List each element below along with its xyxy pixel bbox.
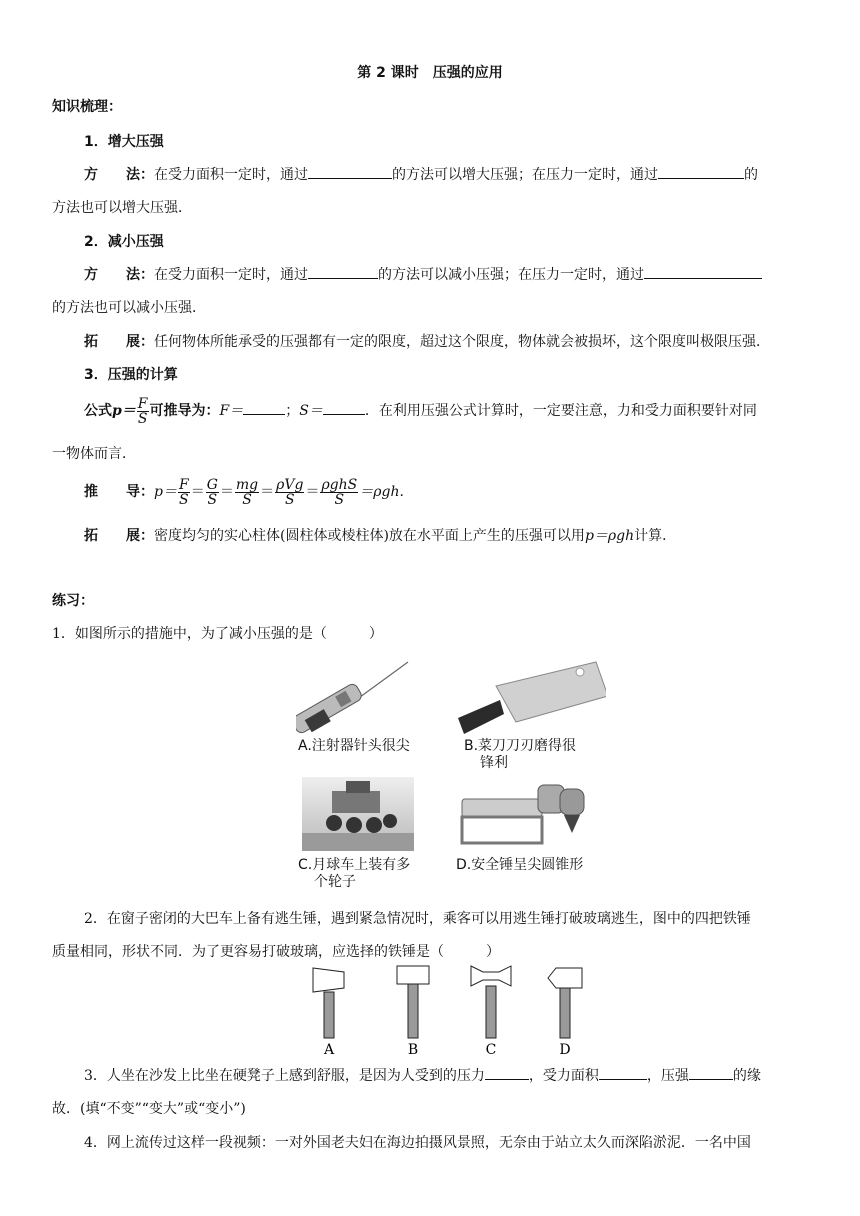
q1-option-d: D.安全锤呈尖圆锥形 [456,857,584,873]
derive-frac-2-den: S [207,491,218,508]
formula-fraction [137,397,149,426]
hammer-d-label: D [559,1042,571,1058]
derive-frac-4-num: ρVg [276,476,304,493]
q3-line2: 故．(填“不变”“变大”或“变小”) [52,1101,246,1117]
q1-option-a: A.注射器针头很尖 [298,738,410,754]
item1-blank-2 [658,164,744,179]
derive-end: ＝ρgh. [359,484,404,500]
hammer-a [313,968,344,1058]
q2-hammers-figure [300,964,600,1060]
item3-ext-text-b: 计算． [634,528,677,544]
item1-method-line [84,164,758,184]
derive-frac-1-num: F [178,476,189,493]
item3-ext-formula: p＝ρgh [584,528,635,544]
item1-method-text-d: 方法也可以增大压强． [52,200,192,216]
derive-frac-5-num: ρghS [321,476,358,493]
hammer-c-label: C [485,1042,497,1058]
formula-blank-F [243,400,285,415]
derive-frac-5-den: S [334,491,345,508]
item1-method-label: 方 法： [84,167,154,183]
q1-option-c-line2: 个轮子 [314,874,356,890]
item2-method-line [84,264,762,284]
item1-heading: 1．增大压强 [84,134,164,150]
hammer-a-label: A [323,1042,335,1058]
item1-method-text-c: 的 [744,167,758,183]
q3-blank-2 [599,1065,647,1080]
item3-ext-label: 拓 展： [84,528,154,544]
derivation-line: 推 导：p＝ $\frac{F}{S}$ ＝ $\frac{G}{S}$ ＝ $\frac{mg}{S}$ ＝ $\frac{\text{ρVg}}{S}$ ＝ $\frac{\text{ρghS}}{S}$ ＝ρgh. [84,476,404,508]
q3-text-d: 的缘 [732,1068,761,1084]
syringe-image [296,656,416,734]
formula-F-eq: F＝ [219,403,244,419]
q3-text-b: ，受力面积 [528,1068,599,1084]
q1-option-c-line1: C.月球车上装有多 [298,857,411,873]
formula-S-eq: S＝ [299,403,323,419]
section-review-heading: 知识梳理： [52,99,122,115]
item3-extension-line [84,525,676,545]
formula-sep: ； [285,403,300,419]
item1-method-text-b: 的方法可以增大压强；在压力一定时，通过 [392,167,658,183]
derive-frac-1-den: S [179,491,189,508]
hammer-b-label: B [407,1042,419,1058]
derive-frac-3 [235,478,259,507]
item2-ext-label: 拓 展： [84,334,154,350]
q2-line1: 2．在窗子密闭的大巴车上备有逃生锤，遇到紧急情况时，乘客可以用逃生锤打破玻璃逃生，图中的四把铁锤 [84,911,751,927]
derive-frac-5 [320,478,358,507]
q3-text-a: 3．人坐在沙发上比坐在硬凳子上感到舒服，是因为人受到的压力 [84,1068,485,1084]
formula-p: p＝ [112,403,136,419]
item2-method-label: 方 法： [84,267,154,283]
hammer-d [548,968,582,1058]
formula-tail-a: 可推导为： [149,403,220,419]
derive-frac-1 [178,478,190,507]
item1-blank-1 [308,164,392,179]
formula-tail-c: 一物体而言． [52,446,136,462]
derive-frac-2-num: G [206,476,218,493]
item2-blank-2 [644,264,762,279]
q4-line1: 4．网上流传过这样一段视频：一对外国老夫妇在海边拍摄风景照，无奈由于站立太久而深陷淤泥．一名中国 [84,1135,751,1151]
derive-frac-3-num: mg [235,476,259,493]
section-practice-heading: 练习： [52,593,94,609]
formula-lead: 公式 [84,403,112,419]
hammer-b [397,966,429,1058]
q2-line2: 质量相同，形状不同．为了更容易打破玻璃，应选择的铁锤是（ ） [52,944,500,960]
hammer-c [471,966,511,1058]
q3-blank-3 [689,1065,733,1080]
formula-blank-S [323,400,365,415]
derive-frac-4 [275,478,304,507]
item3-heading: 3．压强的计算 [84,367,178,383]
formula-frac-numerator: F [137,395,148,412]
q3-line1 [84,1065,761,1085]
q1-figure [296,652,626,892]
cleaver-image [456,656,606,734]
page-title: 第 2 课时 压强的应用 [357,65,503,81]
item2-method-text-c: 的方法也可以减小压强． [52,300,206,316]
item2-heading: 2．减小压强 [84,234,164,250]
item2-method-text-a: 在受力面积一定时，通过 [154,267,308,283]
q1-option-b-line2: 锋利 [480,755,508,771]
q1-text: 1．如图所示的措施中，为了减小压强的是（ ） [52,626,383,642]
item2-blank-1 [308,264,378,279]
formula-tail-b: ．在利用压强公式计算时，一定要注意，力和受力面积要针对同 [364,403,757,419]
item1-method-text-a: 在受力面积一定时，通过 [154,167,308,183]
derive-p: p＝ [154,484,177,500]
safety-hammer-image [456,777,606,853]
derive-frac-2 [206,478,219,507]
formula-frac-denominator: S [137,410,148,427]
q3-blank-1 [485,1065,529,1080]
item2-method-text-b: 的方法可以减小压强；在压力一定时，通过 [378,267,644,283]
q3-text-c: ，压强 [646,1068,689,1084]
item3-ext-text-a: 密度均匀的实心柱体(圆柱体或棱柱体)放在水平面上产生的压强可以用 [154,528,585,544]
derive-frac-4-den: S [284,491,295,508]
q1-option-b-line1: B.菜刀刀刃磨得很 [464,738,577,754]
item2-ext-text: 任何物体所能承受的压强都有一定的限度，超过这个限度，物体就会被损坏，这个限度叫极限压强． [154,334,770,350]
item2-extension-line [84,331,770,351]
lunar-rover-image [302,777,414,851]
item3-formula-line [84,396,757,426]
derive-frac-3-den: S [242,491,252,508]
derive-label: 推 导： [84,484,154,500]
